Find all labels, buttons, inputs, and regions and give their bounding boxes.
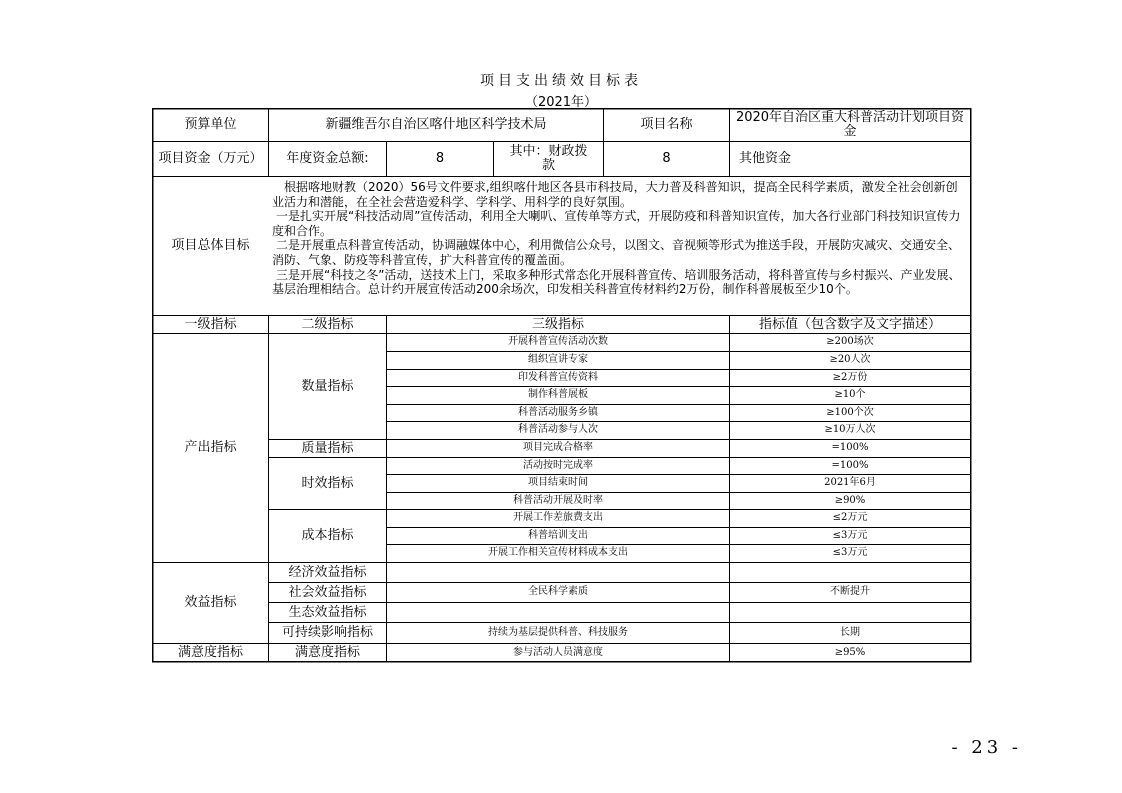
value-cell: ≤2万元: [832, 512, 868, 524]
overall-goal-text: [272, 180, 968, 297]
indicator-cell: 全民科学素质: [528, 586, 588, 598]
budget-unit-value: 新疆维吾尔自治区喀什地区科学技术局: [325, 117, 547, 133]
col-header-level3: 三级指标: [531, 316, 584, 332]
indicator-cell: 科普活动开展及时率: [513, 494, 603, 506]
level1-benefit: 效益指标: [184, 595, 237, 611]
project-funds-label: 项目资金（万元）: [158, 151, 263, 167]
indicator-cell: [387, 603, 729, 622]
indicator-cell: 参与活动人员满意度: [513, 646, 603, 658]
goal-paragraph: 根据喀地财教（2020）56号文件要求,组织喀什地区各县市科技局，大力普及科普知识，提高全民科学素质，激发全社会创新创业活力和潜能，在全社会营造爱科学、学科学、用科学的良好氛围。: [272, 180, 958, 209]
level2-cost: 成本指标: [301, 528, 354, 544]
level2-sustainable: 可持续影响指标: [281, 625, 373, 641]
indicator-cell: 开展科普宣传活动次数: [508, 336, 608, 348]
annual-total-value: 8: [435, 151, 445, 167]
level2-social: 社会效益指标: [288, 584, 367, 600]
value-cell: 不断提升: [830, 586, 870, 598]
level2-quantity: 数量指标: [301, 378, 354, 394]
level2-timeliness: 时效指标: [301, 475, 354, 491]
table-year: （2021年）: [524, 95, 598, 110]
value-cell: =100%: [831, 442, 869, 454]
goal-paragraph: 三是开展“科技之冬”活动，送技术上门，采取多种形式常态化开展科普宣传、培训服务活动，将科普宣传与乡村振兴、产业发展、基层治理相结合。总计约开展宣传活动200余场次，印发相关科普宣传材料约2万份，制作科普展板至少10个。: [272, 267, 961, 297]
indicator-cell: 科普活动服务乡镇: [518, 406, 598, 418]
value-cell: 2021年6月: [824, 477, 876, 489]
indicator-cell: 科普培训支出: [528, 529, 588, 541]
indicator-cell: 活动按时完成率: [523, 459, 593, 471]
level2-economic: 经济效益指标: [288, 564, 367, 580]
indicator-cell: 开展工作相关宣传材料成本支出: [488, 547, 628, 559]
indicator-cell: [387, 563, 729, 582]
indicator-cell: 印发科普宣传资料: [518, 371, 598, 383]
level2-satisfaction: 满意度指标: [294, 645, 360, 661]
value-cell: ≤3万元: [832, 529, 868, 541]
value-cell: =100%: [831, 459, 869, 471]
goal-paragraph: 一是扎实开展“科技活动周”宣传活动，利用全大喇叭、宣传单等方式，开展防疫和科普知识宣传，加大各行业部门科技知识宣传力度和合作。: [272, 209, 961, 238]
indicator-cell: 持续为基层提供科普、科技服务: [488, 626, 628, 638]
level2-quality: 质量指标: [301, 440, 354, 456]
value-cell: ≥10个: [834, 389, 866, 401]
annual-total-label: 年度资金总额:: [286, 151, 369, 167]
other-funds-value: [800, 142, 970, 176]
value-cell: ≥20人次: [829, 354, 871, 366]
col-header-level1: 一级指标: [184, 316, 237, 332]
value-cell: 长期: [840, 626, 860, 638]
indicator-cell: 项目结束时间: [528, 477, 588, 489]
value-cell: ≥10万人次: [824, 424, 876, 436]
indicator-cell: 组织宣讲专家: [528, 354, 588, 366]
table-title: 项目支出绩效目标表: [480, 73, 642, 89]
value-cell: [730, 563, 970, 582]
value-cell: ≥100个次: [826, 406, 874, 418]
value-cell: ≥2万份: [832, 371, 868, 383]
fiscal-funds-value: 8: [662, 151, 671, 167]
other-funds-label: 其他资金: [738, 151, 791, 167]
project-name-value: 2020年自治区重大科普活动计划项目资金: [735, 110, 965, 139]
indicator-cell: 项目完成合格率: [523, 442, 593, 454]
indicator-cell: 制作科普展板: [528, 389, 588, 401]
col-header-level2: 二级指标: [301, 316, 354, 332]
level2-ecological: 生态效益指标: [288, 604, 367, 620]
budget-unit-label: 预算单位: [184, 117, 237, 133]
value-cell: [730, 603, 970, 622]
value-cell: ≤3万元: [832, 547, 868, 559]
indicator-cell: 开展工作差旅费支出: [513, 512, 603, 524]
value-cell: ≥95%: [834, 646, 866, 658]
fiscal-funds-label: 其中：财政拨款: [509, 144, 588, 173]
page-number: - 23 -: [951, 737, 1022, 758]
col-header-value: 指标值（包含数字及文字描述）: [758, 316, 941, 332]
indicator-cell: 科普活动参与人次: [518, 424, 598, 436]
level1-output: 产出指标: [184, 440, 237, 456]
goal-paragraph: 二是开展重点科普宣传活动，协调融媒体中心，利用微信公众号，以图文、音视频等形式为推送手段，开展防灾减灾、交通安全、消防、气象、防疫等科普宣传，扩大科普宣传的覆盖面。: [272, 238, 961, 267]
value-cell: ≥90%: [834, 494, 866, 506]
value-cell: ≥200场次: [826, 336, 874, 348]
level1-satisfaction: 满意度指标: [177, 645, 243, 661]
project-name-label: 项目名称: [640, 117, 693, 133]
overall-goal-label: 项目总体目标: [171, 238, 250, 254]
